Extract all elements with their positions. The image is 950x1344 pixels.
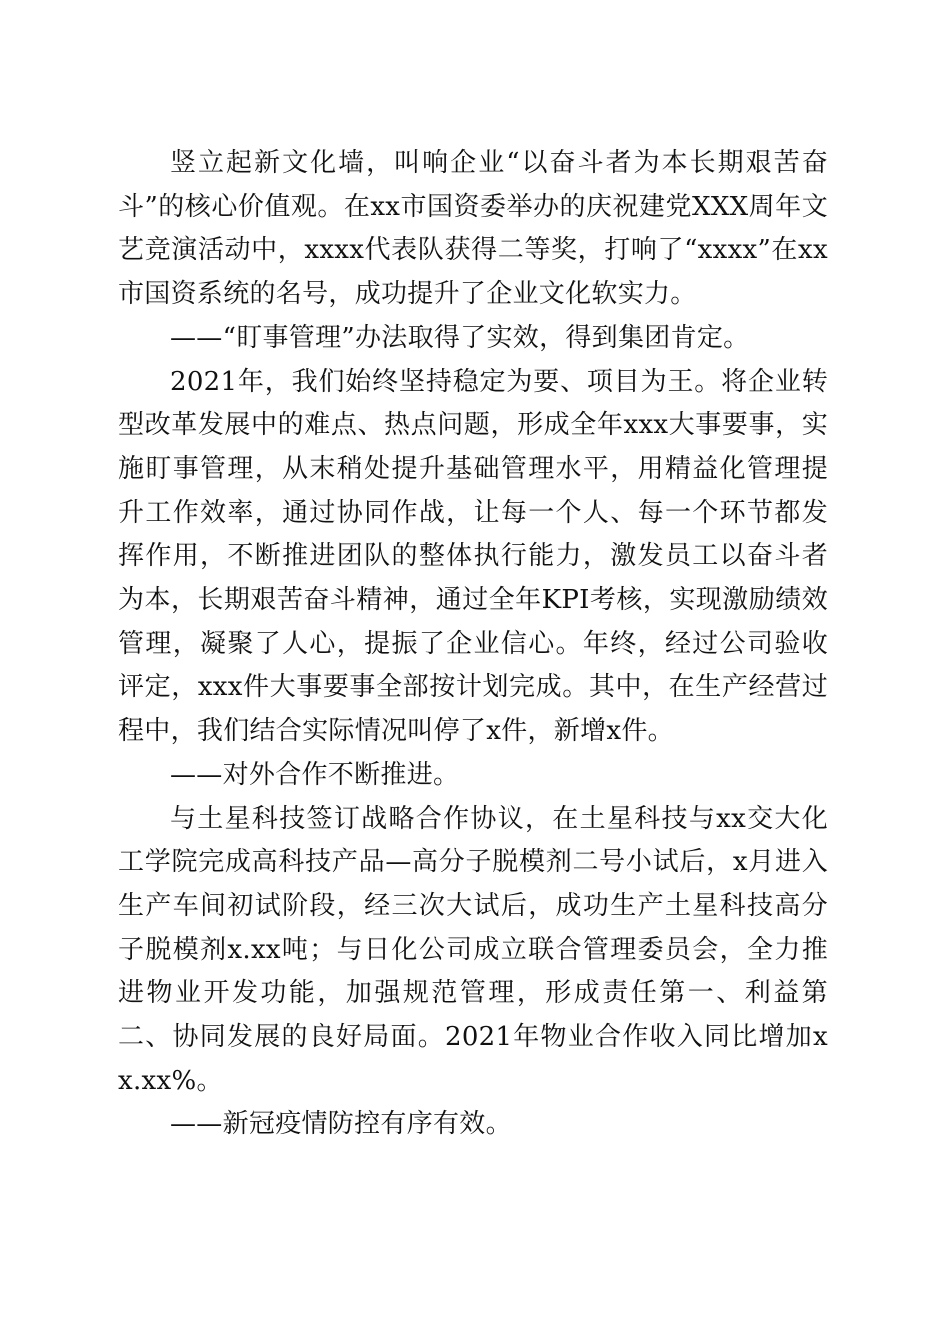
paragraph-cooperation: 与土星科技签订战略合作协议，在土星科技与xx交大化工学院完成高科技产品—高分子脱模剂二号小试后，x月进入生产车间初试阶段，经三次大试后，成功生产土星科技高分子脱模剂x.xx吨；与日化公司成立联合管理委员会，全力推进物业开发功能，加强规范管理，形成责任第一、利益第二、协同发展的良好局面。2021年物业合作收入同比增加xx.xx%。 (118, 803, 828, 1096)
document-body (118, 142, 828, 1147)
heading-epidemic-control: ——新冠疫情防控有序有效。 (170, 1109, 512, 1140)
heading-external-cooperation: ——对外合作不断推进。 (170, 759, 460, 790)
paragraph-management-2021: 2021年，我们始终坚持稳定为要、项目为王。将企业转型改革发展中的难点、热点问题，形成全年xxx大事要事，实施盯事管理，从末稍处提升基础管理水平，用精益化管理提升工作效率，通过协同作战，让每一个人、每一个环节都发挥作用，不断推进团队的整体执行能力，激发员工以奋斗者为本，长期艰苦奋斗精神，通过全年KPI考核，实现激励绩效管理，凝聚了人心，提振了企业信心。年终，经过公司验收评定，xxx件大事要事全部按计划完成。其中，在生产经营过程中，我们结合实际情况叫停了x件，新增x件。 (118, 366, 828, 747)
paragraph-culture-wall: 竖立起新文化墙，叫响企业“以奋斗者为本长期艰苦奋斗”的核心价值观。在xx市国资委举办的庆祝建党XXX周年文艺竞演活动中，xxxx代表队获得二等奖，打响了“xxxx”在xx市国资系统的名号，成功提升了企业文化软实力。 (118, 148, 828, 310)
heading-management-method: ——“盯事管理”办法取得了实效，得到集团肯定。 (170, 322, 750, 353)
